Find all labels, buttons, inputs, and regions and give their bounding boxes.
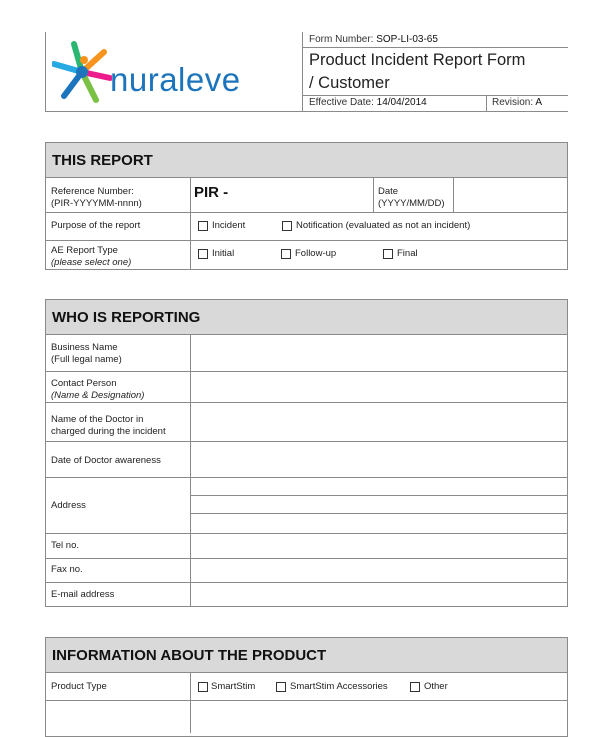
form-number-label: Form Number:	[309, 34, 374, 45]
option-label: Follow-up	[295, 248, 337, 259]
address-label: Address	[51, 500, 86, 511]
business-name-hint: (Full legal name)	[51, 354, 122, 365]
reference-number-format: (PIR-YYYYMM-nnnn)	[51, 198, 142, 209]
contact-person-hint: (Name & Designation)	[51, 390, 145, 401]
option-label: SmartStim	[211, 681, 256, 692]
effective-date: 14/04/2014	[376, 97, 427, 108]
doctor-awareness-field[interactable]	[192, 443, 566, 476]
reference-number-label: Reference Number:	[51, 186, 134, 197]
checkbox[interactable]	[410, 682, 420, 692]
checkbox[interactable]	[198, 682, 208, 692]
ae-report-type-hint: (please select one)	[51, 257, 132, 268]
brand-name: nuraleve	[110, 61, 241, 98]
pir-prefix: PIR -	[194, 184, 229, 201]
checkbox[interactable]	[198, 249, 208, 259]
reference-number-field[interactable]	[240, 180, 370, 210]
business-name-field[interactable]	[192, 337, 566, 370]
product-type-label: Product Type	[51, 681, 107, 692]
form-title-line1: Product Incident Report Form	[309, 51, 526, 69]
option-label: SmartStim Accessories	[290, 681, 388, 692]
date-field[interactable]	[455, 180, 566, 210]
checkbox[interactable]	[276, 682, 286, 692]
section-title-this-report: THIS REPORT	[46, 143, 567, 178]
doctor-name-field[interactable]	[192, 404, 566, 440]
effective-date-label: Effective Date:	[309, 97, 374, 108]
address-field-line3[interactable]	[192, 515, 566, 532]
option-label: Notification (evaluated as not an incident)	[296, 220, 471, 231]
form-title-line2: / Customer	[309, 74, 390, 92]
option-label: Other	[424, 681, 448, 692]
checkbox[interactable]	[282, 221, 292, 231]
contact-person-label: Contact Person	[51, 378, 117, 389]
checkbox[interactable]	[383, 249, 393, 259]
option-label: Initial	[212, 248, 235, 259]
address-field-line1[interactable]	[192, 479, 566, 494]
doctor-awareness-label: Date of Doctor awareness	[51, 455, 161, 466]
tel-label: Tel no.	[51, 540, 79, 551]
date-label: Date	[378, 186, 399, 197]
checkbox[interactable]	[281, 249, 291, 259]
doctor-label-line1: Name of the Doctor in	[51, 414, 144, 425]
doctor-label-line2: charged during the incident	[51, 426, 166, 437]
ae-report-type-label: AE Report Type	[51, 245, 118, 256]
brand-logo	[52, 38, 272, 108]
purpose-label: Purpose of the report	[51, 220, 141, 231]
address-field-line2[interactable]	[192, 497, 566, 512]
section-title-product-info: INFORMATION ABOUT THE PRODUCT	[46, 638, 567, 673]
fax-label: Fax no.	[51, 564, 83, 575]
revision-value: A	[535, 97, 543, 108]
tel-field[interactable]	[192, 535, 566, 557]
section-title-who-is-reporting: WHO IS REPORTING	[46, 300, 567, 335]
business-name-label: Business Name	[51, 342, 118, 353]
contact-person-field[interactable]	[192, 373, 566, 401]
starburst-icon	[52, 38, 112, 104]
checkbox[interactable]	[198, 221, 208, 231]
email-field[interactable]	[192, 584, 566, 606]
fax-field[interactable]	[192, 560, 566, 581]
date-format: (YYYY/MM/DD)	[378, 198, 445, 209]
option-label: Incident	[212, 220, 246, 231]
option-label: Final	[397, 248, 418, 259]
revision-label: Revision:	[492, 97, 534, 108]
form-number: SOP-LI-03-65	[376, 34, 438, 45]
email-label: E-mail address	[51, 589, 115, 600]
